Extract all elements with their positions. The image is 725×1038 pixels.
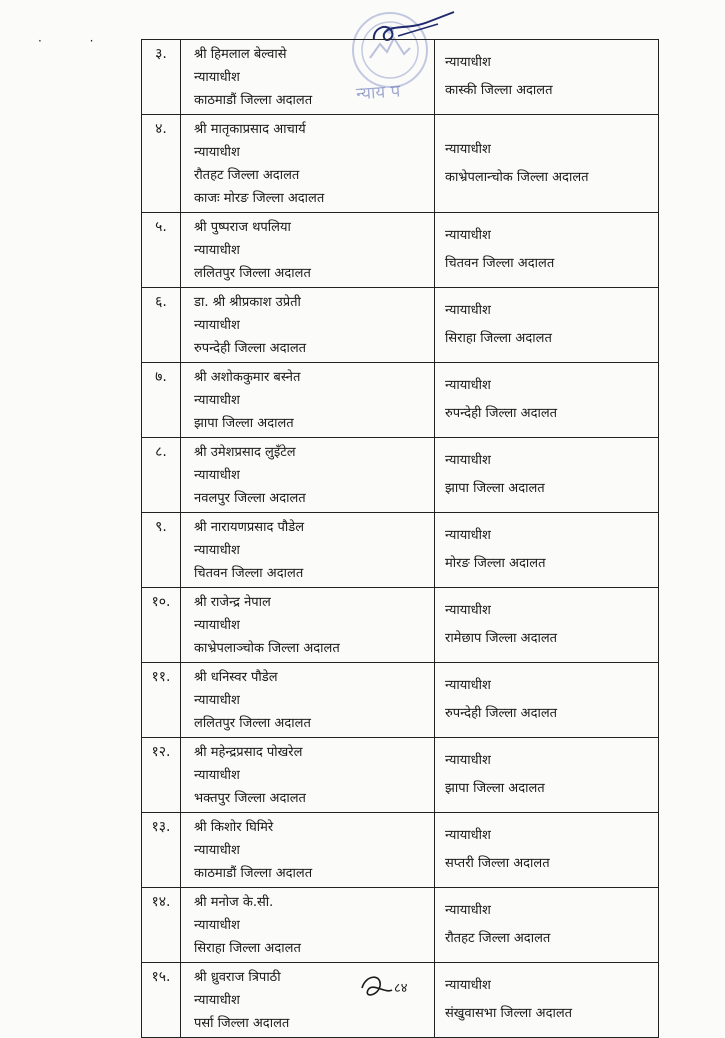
- new-court: सिराहा जिल्ला अदालत: [445, 331, 552, 346]
- new-court: काभ्रेपलान्चोक जिल्ला अदालत: [445, 169, 589, 185]
- current-title: न्यायाधीश: [194, 618, 240, 633]
- serial-number: १३.: [142, 813, 181, 888]
- new-posting-cell: [435, 738, 659, 813]
- serial-number: १२.: [142, 738, 181, 813]
- new-title: न्यायाधीश: [445, 453, 491, 468]
- current-posting-cell: [181, 40, 435, 115]
- new-title: न्यायाधीश: [445, 55, 491, 70]
- current-title: न्यायाधीश: [194, 693, 240, 708]
- serial-number: ४.: [142, 115, 181, 213]
- current-title: न्यायाधीश: [194, 318, 240, 333]
- current-court: भक्तपुर जिल्ला अदालत: [194, 791, 306, 806]
- table-row: [142, 40, 659, 115]
- new-posting-cell: [435, 438, 659, 513]
- new-posting-cell: [435, 363, 659, 438]
- new-title: न्यायाधीश: [445, 828, 491, 843]
- serial-number: ३.: [142, 40, 181, 115]
- judge-name: श्री धनिस्वर पौडेल: [194, 670, 278, 685]
- new-court: संखुवासभा जिल्ला अदालत: [445, 1006, 573, 1021]
- current-title: न्यायाधीश: [194, 145, 240, 160]
- current-court: रुपन्देही जिल्ला अदालत: [194, 341, 307, 356]
- current-title: न्यायाधीश: [194, 393, 240, 408]
- new-court: चितवन जिल्ला अदालत: [445, 256, 555, 271]
- new-title: न्यायाधीश: [445, 753, 491, 768]
- table-row: [142, 588, 659, 663]
- new-court: कास्की जिल्ला अदालत: [445, 83, 553, 98]
- new-title: न्यायाधीश: [445, 228, 491, 243]
- current-posting-cell: [181, 813, 435, 888]
- current-posting-cell: [181, 363, 435, 438]
- table-row: [142, 888, 659, 963]
- new-posting-cell: [435, 40, 659, 115]
- serial-number: ६.: [142, 288, 181, 363]
- page-number-mark: [356, 968, 416, 1004]
- judge-name: श्री हिमलाल बेल्वासे: [194, 47, 287, 62]
- new-title: न्यायाधीश: [445, 903, 491, 918]
- current-posting-cell: [181, 438, 435, 513]
- judge-name: श्री मनोज के.सी.: [194, 895, 274, 910]
- new-posting-cell: [435, 963, 659, 1038]
- current-court: काभ्रेपलाञ्चोक जिल्ला अदालत: [194, 641, 340, 656]
- new-posting-cell: [435, 588, 659, 663]
- current-posting-cell: [181, 115, 435, 213]
- current-posting-cell: [181, 513, 435, 588]
- current-title: न्यायाधीश: [194, 768, 240, 783]
- current-court: ललितपुर जिल्ला अदालत: [194, 716, 311, 731]
- current-court: ललितपुर जिल्ला अदालत: [194, 266, 311, 281]
- new-title: न्यायाधीश: [445, 978, 491, 993]
- current-court: पर्सा जिल्ला अदालत: [194, 1016, 290, 1031]
- new-title: न्यायाधीश: [445, 378, 491, 393]
- judge-transfer-table: [141, 39, 659, 1038]
- current-court: झापा जिल्ला अदालत: [194, 416, 294, 431]
- judge-name: श्री पुष्पराज थपलिया: [194, 220, 291, 235]
- new-court: रामेछाप जिल्ला अदालत: [445, 631, 558, 646]
- new-title: न्यायाधीश: [445, 303, 491, 318]
- new-posting-cell: [435, 115, 659, 213]
- judge-name: श्री अशोककुमार बस्नेत: [194, 370, 301, 385]
- table-row: [142, 115, 659, 213]
- serial-number: १४.: [142, 888, 181, 963]
- serial-number: ९.: [142, 513, 181, 588]
- new-court: झापा जिल्ला अदालत: [445, 781, 545, 796]
- table-row: [142, 363, 659, 438]
- new-posting-cell: [435, 663, 659, 738]
- page-number-text: ८४: [394, 981, 408, 996]
- serial-number: १५.: [142, 963, 181, 1038]
- serial-number: ७.: [142, 363, 181, 438]
- current-court: नवलपुर जिल्ला अदालत: [194, 491, 306, 506]
- current-posting-cell: [181, 888, 435, 963]
- judge-name: श्री नारायणप्रसाद पौडेल: [194, 520, 305, 535]
- new-court: झापा जिल्ला अदालत: [445, 481, 545, 496]
- new-title: न्यायाधीश: [445, 678, 491, 693]
- current-title: न्यायाधीश: [194, 468, 240, 483]
- new-title: न्यायाधीश: [445, 528, 491, 543]
- current-title: न्यायाधीश: [194, 243, 240, 258]
- current-posting-cell: [181, 588, 435, 663]
- current-title: न्यायाधीश: [194, 543, 240, 558]
- table-row: [142, 438, 659, 513]
- judge-name: श्री महेन्द्रप्रसाद पोखरेल: [194, 745, 303, 760]
- new-court: रुपन्देही जिल्ला अदालत: [445, 406, 558, 421]
- current-posting-cell: [181, 663, 435, 738]
- serial-number: ११.: [142, 663, 181, 738]
- new-court: रुपन्देही जिल्ला अदालत: [445, 706, 558, 721]
- current-posting-cell: [181, 288, 435, 363]
- new-posting-cell: [435, 813, 659, 888]
- header-marks: · ·: [38, 34, 116, 48]
- current-court: रौतहट जिल्ला अदालत: [194, 168, 300, 183]
- acting-assignment-note: काजः मोरङ जिल्ला अदालत: [194, 191, 325, 206]
- current-court: सिराहा जिल्ला अदालत: [194, 941, 301, 956]
- judge-name: श्री किशोर घिमिरे: [194, 820, 274, 835]
- table-row: [142, 213, 659, 288]
- new-title: न्यायाधीश: [445, 603, 491, 618]
- new-court: सप्तरी जिल्ला अदालत: [445, 856, 550, 871]
- seal-text: न्याय प: [355, 81, 401, 105]
- new-posting-cell: [435, 888, 659, 963]
- current-court: काठमाडौं जिल्ला अदालत: [194, 866, 313, 881]
- new-posting-cell: [435, 213, 659, 288]
- current-court: काठमाडौं जिल्ला अदालत: [194, 93, 313, 108]
- table-row: [142, 813, 659, 888]
- current-title: न्यायाधीश: [194, 993, 240, 1008]
- judge-name: श्री राजेन्द्र नेपाल: [194, 595, 271, 610]
- new-title: न्यायाधीश: [445, 141, 491, 157]
- current-posting-cell: [181, 738, 435, 813]
- new-posting-cell: [435, 513, 659, 588]
- new-court: मोरङ जिल्ला अदालत: [445, 556, 546, 571]
- serial-number: ५.: [142, 213, 181, 288]
- current-title: न्यायाधीश: [194, 918, 240, 933]
- new-court: रौतहट जिल्ला अदालत: [445, 931, 551, 946]
- new-posting-cell: [435, 288, 659, 363]
- current-posting-cell: [181, 213, 435, 288]
- serial-number: १०.: [142, 588, 181, 663]
- table-row: [142, 288, 659, 363]
- table-row: [142, 738, 659, 813]
- serial-number: ८.: [142, 438, 181, 513]
- table-row: [142, 663, 659, 738]
- current-title: न्यायाधीश: [194, 843, 240, 858]
- judge-name: श्री उमेशप्रसाद लुइँटेल: [194, 445, 296, 460]
- judge-name: श्री ध्रुवराज त्रिपाठी: [194, 970, 281, 985]
- current-court: चितवन जिल्ला अदालत: [194, 566, 304, 581]
- table-row: [142, 513, 659, 588]
- judge-name: श्री मातृकाप्रसाद आचार्य: [194, 122, 306, 137]
- judge-name: डा. श्री श्रीप्रकाश उप्रेती: [194, 295, 301, 310]
- current-title: न्यायाधीश: [194, 70, 240, 85]
